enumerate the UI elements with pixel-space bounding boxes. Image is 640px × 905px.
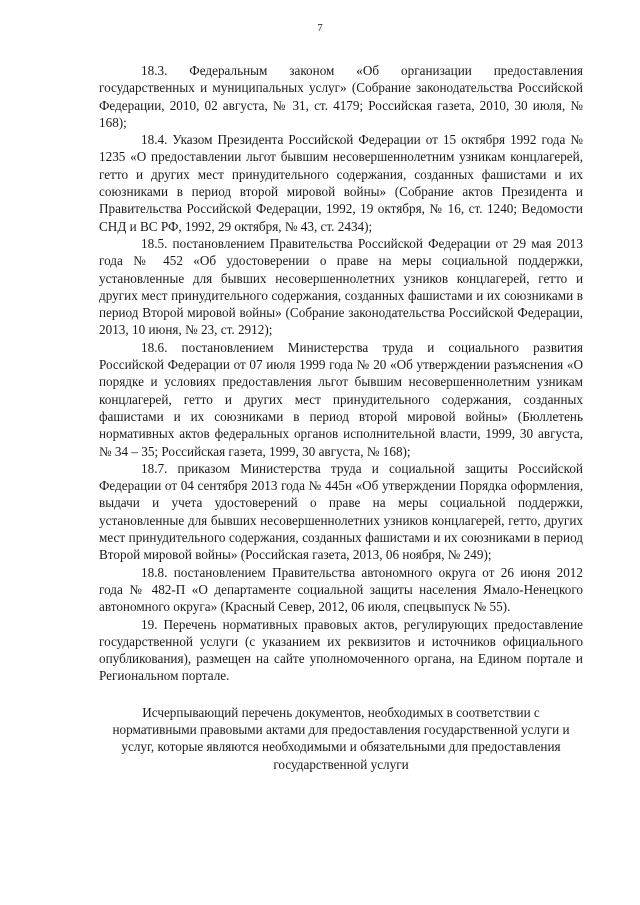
paragraph-18-3: 18.3. Федеральным законом «Об организации предоставления государственных и муниципальных услуг» (Собрание законодательства Российской Федерации, 2010, 02 августа, № 31, ст. 4179; Российская газета, 2010, 30 июля, № 168); (99, 63, 583, 130)
document-body (99, 62, 583, 773)
paragraph-18-5: 18.5. постановлением Правительства Российской Федерации от 29 мая 2013 года № 452 «Об удостоверении о праве на меры социальной поддержки, установленные для бывших несовершеннолетних узников концлагерей, гетто и других мест принудительного содержания, созданных фашистами и их союзниками в период Второй мировой войны» (Собрание законодательства Российской Федерации, 2013, 10 июня, № 23, ст. 2912); (99, 235, 583, 338)
section-heading: Исчерпывающий перечень документов, необходимых в соответствии с нормативными правовыми актами для предоставления государственной услуги и услуг, которые являются необходимыми и обязательными для предоставления государственной услуги (112, 704, 570, 772)
paragraph-19: 19. Перечень нормативных правовых актов, регулирующих предоставление государственной услуги (с указанием их реквизитов и источников официального опубликования), размещен на сайте уполномоченного органа, на Едином портале и Региональном портале. (99, 616, 583, 684)
page-number: 7 (317, 22, 323, 34)
paragraph-18-4: 18.4. Указом Президента Российской Федерации от 15 октября 1992 года № 1235 «О предоставлении льгот бывшим несовершеннолетним узникам концлагерей, гетто и других мест принудительного содержания, созданных фашистами и их союзниками в период второй мировой войны» (Собрание актов Президента и Правительства Российской Федерации, 1992, 19 октября, № 16, ст. 1240; Ведомости СНД и ВС РФ, 1992, 29 октября, № 43, ст. 2434); (99, 132, 583, 234)
paragraph-18-7: 18.7. приказом Министерства труда и социальной защиты Российской Федерации от 04 сентября 2013 года № 445н «Об утверждении Порядка оформления, выдачи и учета удостоверений о праве на меры социальной поддержки, установленные для бывших несовершеннолетних узников концлагерей, гетто, других мест принудительного содержания, созданных фашистами и их союзниками в период Второй мировой войны» (Российская газета, 2013, 06 ноября, № 249); (99, 460, 583, 563)
paragraph-18-6: 18.6. постановлением Министерства труда и социального развития Российской Федерации от 07 июля 1999 года № 20 «Об утверждении разъяснения «О порядке и условиях предоставления льгот бывшим несовершеннолетним узникам концлагерей, гетто и других мест принудительного содержания, созданных фашистами и их союзниками в период второй мировой войны» (Бюллетень нормативных актов федеральных органов исполнительной власти, 1999, 30 августа, № 34 – 35; Российская газета, 1999, 30 августа, № 168); (99, 339, 583, 459)
paragraph-18-8: 18.8. постановлением Правительства автономного округа от 26 июня 2012 года № 482-П «О департаменте социальной защиты населения Ямало-Ненецкого автономного округа» (Красный Север, 2012, 06 июля, спецвыпуск № 55). (99, 564, 583, 615)
